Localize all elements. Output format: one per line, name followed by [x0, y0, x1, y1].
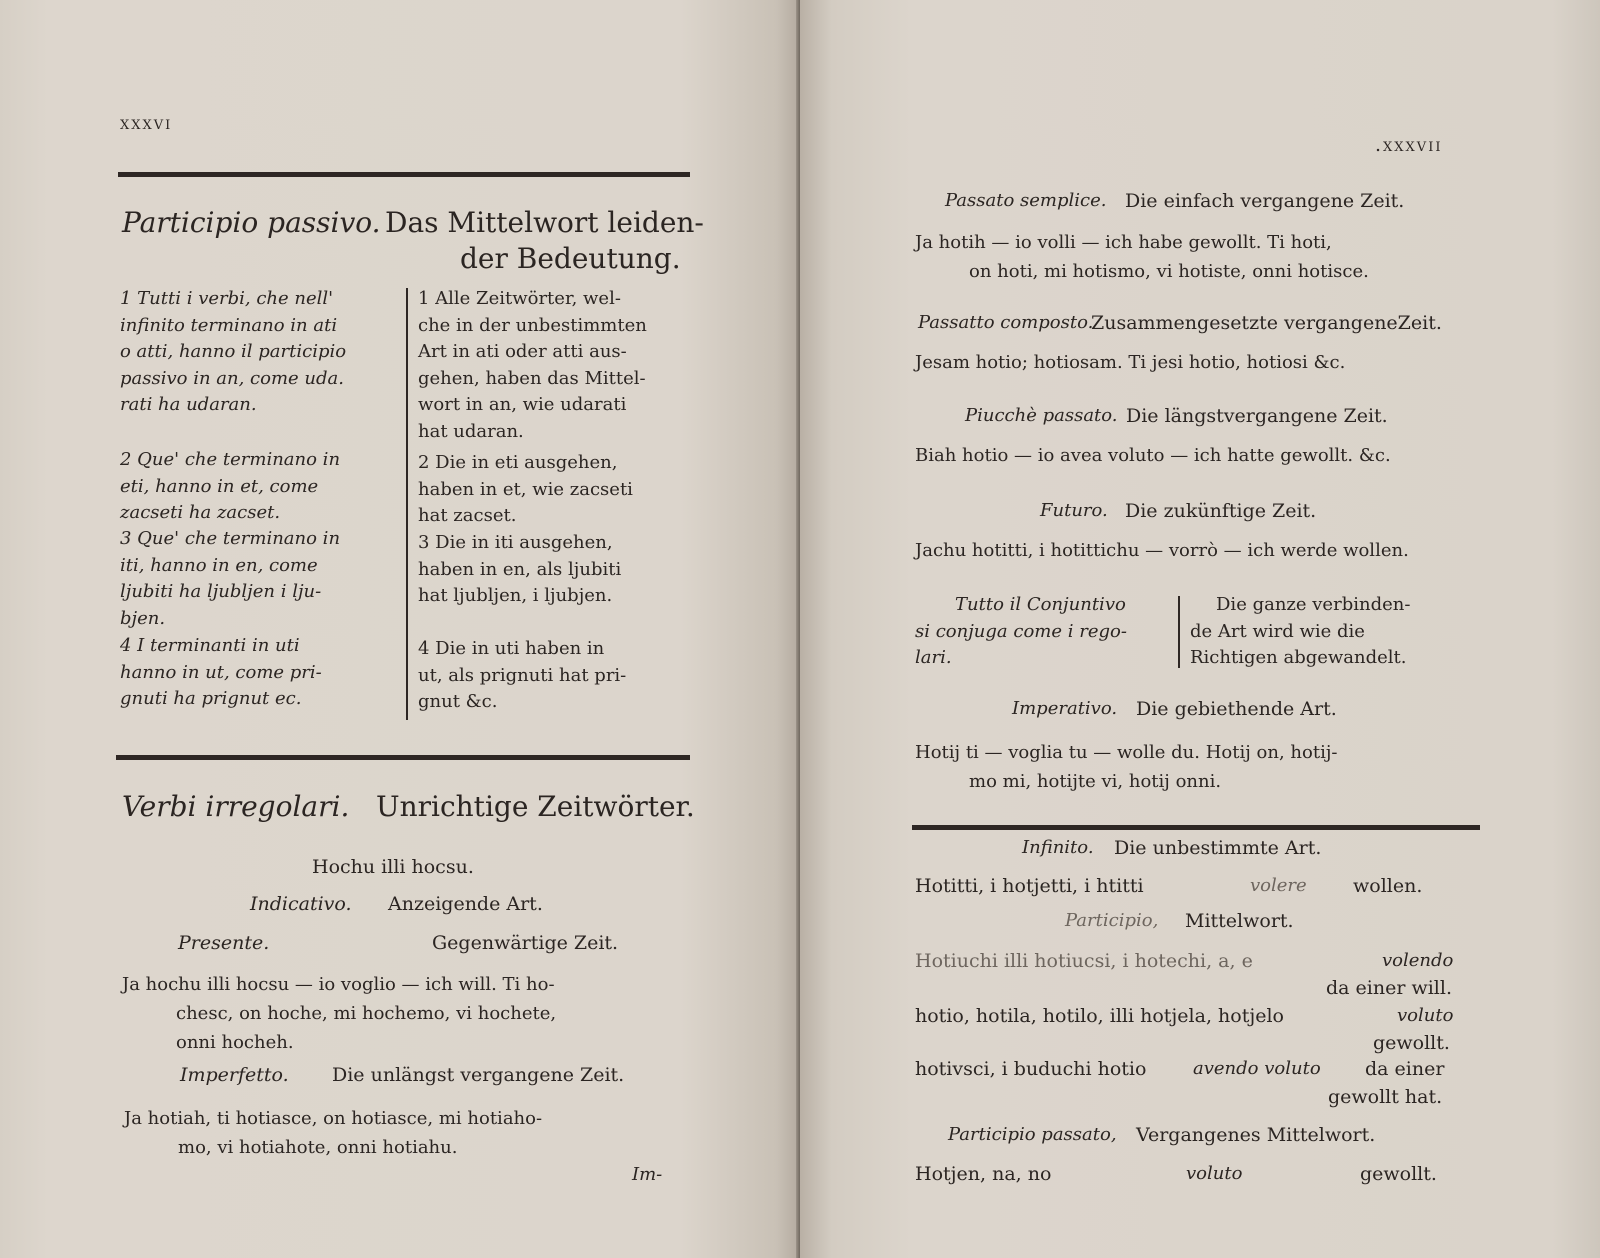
- conjugation-line: on hoti, mi hotismo, vi hotiste, onni hotisce.: [969, 261, 1369, 282]
- indicativo-it: Indicativo.: [250, 893, 352, 915]
- rule-line: hat ljubljen, i ljubjen.: [418, 585, 613, 606]
- imperfetto-it: Imperfetto.: [180, 1064, 289, 1086]
- column-divider-left: [406, 288, 408, 720]
- rule-line: iti, hanno in en, come: [120, 554, 318, 576]
- rule-line: haben in et, wie zacseti: [418, 478, 633, 500]
- presente-conjugation: [122, 970, 697, 1057]
- conjuntivo-line: lari.: [915, 647, 952, 668]
- section-lines: [915, 228, 1475, 286]
- imperativo-it: Imperativo.: [1012, 698, 1118, 719]
- section-it: Futuro.: [1040, 500, 1108, 521]
- rule-line: 2 Que' che terminano in: [120, 449, 341, 470]
- irregular-heading-de: Unrichtige Zeitwörter.: [376, 790, 695, 823]
- section-de: Die zukünftige Zeit.: [1125, 500, 1317, 522]
- rule-line: eti, hanno in et, come: [120, 475, 319, 497]
- rule-line: o atti, hanno il participio: [120, 341, 347, 362]
- participio-gloss: avendo voluto: [1193, 1058, 1321, 1079]
- participio-heading-de-2: der Bedeutung.: [460, 242, 681, 275]
- infinito-de: Die unbestimmte Art.: [1114, 837, 1322, 859]
- indicativo-de: Anzeigende Art.: [388, 893, 543, 915]
- right-page: [800, 0, 1600, 1258]
- rule-line: 1 Tutti i verbi, che nell': [120, 288, 334, 309]
- infinito-de-gloss: wollen.: [1353, 875, 1423, 897]
- section-it: Piucchè passato.: [965, 405, 1118, 426]
- participio-line: hotivsci, i buduchi hotio: [915, 1058, 1147, 1080]
- imperativo-lines: [915, 738, 1475, 796]
- rule-line: 1 Alle Zeitwörter, wel-: [418, 288, 621, 309]
- rule-line: hat udaran.: [418, 420, 524, 442]
- rule-line: rati ha udaran.: [120, 394, 257, 415]
- infinito-it: Infinito.: [1022, 837, 1094, 858]
- rule-line: ljubiti ha ljubljen i lju-: [120, 581, 322, 602]
- participio-passato-de: Vergangenes Mittelwort.: [1136, 1124, 1376, 1146]
- rule-line: passivo in an, come uda.: [120, 367, 344, 389]
- conjugation-line: Ja hotiah, ti hotiasce, on hotiasce, mi hotiaho-: [124, 1108, 543, 1129]
- conjugation-line: Ja hochu illi hocsu — io voglio — ich will. Ti ho-: [122, 974, 555, 995]
- participio-line: hotio, hotila, hotilo, illi hotjela, hotjelo: [915, 1005, 1284, 1027]
- verb-name: Hochu illi hocsu.: [312, 856, 474, 878]
- section-lines: [915, 538, 1475, 565]
- participio-gloss-de: da einer will.: [1326, 977, 1452, 999]
- rule-line: 3 Die in iti ausgehen,: [418, 532, 613, 553]
- section-lines: [915, 443, 1475, 470]
- rule-line: bjen.: [120, 607, 166, 629]
- conjugation-line: Biah hotio — io avea voluto — ich hatte gewollt. &c.: [915, 445, 1391, 466]
- participio-gloss: volendo: [1382, 950, 1454, 971]
- participio-gloss-de: da einer: [1365, 1058, 1445, 1080]
- conjuntivo-line: si conjuga come i rego-: [915, 620, 1127, 642]
- participio-de: Mittelwort.: [1185, 910, 1294, 932]
- passato-forms: Hotjen, na, no: [915, 1163, 1052, 1185]
- conjuntivo-line: Die ganze verbinden-: [1216, 594, 1411, 615]
- participio-line: Hotiuchi illi hotiucsi, i hotechi, a, e: [915, 950, 1253, 972]
- rule-line: gnuti ha prignut ec.: [120, 688, 302, 709]
- rule-line: zacseti ha zacset.: [120, 502, 281, 523]
- participio-gloss-de: gewollt hat.: [1328, 1086, 1443, 1108]
- conjugation-line: mo, vi hotiahote, onni hotiahu.: [178, 1137, 458, 1158]
- rule-line: gnut &c.: [418, 691, 498, 712]
- section-de: Die längstvergangene Zeit.: [1126, 405, 1388, 427]
- rule-line: hanno in ut, come pri-: [120, 661, 322, 683]
- imperfetto-conjugation: [124, 1104, 699, 1162]
- conjugation-line: mo mi, hotijte vi, hotij onni.: [969, 771, 1222, 792]
- conjuntivo-line: Richtigen abgewandelt.: [1190, 647, 1407, 668]
- rule-line: 4 Die in uti haben in: [418, 638, 605, 659]
- conjuntivo-it: [915, 592, 1175, 672]
- conjuntivo-de: [1190, 592, 1475, 672]
- rule-line: ut, als prignuti hat pri-: [418, 664, 627, 686]
- rule-line: 3 Que' che terminano in: [120, 528, 341, 549]
- section-lines: [915, 350, 1475, 377]
- middle-rule-left: [116, 755, 690, 760]
- rule-4-de: [418, 636, 693, 716]
- infinito-it-gloss: volere: [1250, 875, 1307, 896]
- conjugation-line: Ja hotih — io volli — ich habe gewollt. Ti hoti,: [915, 232, 1332, 253]
- rule-line: 4 I terminanti in uti: [120, 635, 300, 656]
- presente-it: Presente.: [178, 932, 270, 954]
- imperfetto-de: Die unlängst vergangene Zeit.: [332, 1064, 625, 1086]
- page-number-right: .xxxvii: [1375, 134, 1443, 156]
- rule-line: che in der unbestimmten: [418, 314, 647, 336]
- top-rule-left: [118, 172, 690, 177]
- rule-right: [912, 825, 1480, 830]
- rule-3-de: [418, 530, 693, 610]
- section-it: Passato semplice.: [945, 190, 1107, 211]
- conjugation-line: chesc, on hoche, mi hochemo, vi hochete,: [176, 1003, 557, 1024]
- irregular-heading-it: Verbi irregolari.: [122, 790, 350, 823]
- rule-line: gehen, haben das Mittel-: [418, 367, 646, 389]
- participio-it: Participio,: [1065, 910, 1159, 931]
- conjugation-line: Hotij ti — voglia tu — wolle du. Hotij on, hotij-: [915, 742, 1338, 763]
- rule-4-it: [120, 633, 395, 713]
- passato-de-gloss: gewollt.: [1360, 1163, 1437, 1185]
- rule-line: Art in ati oder atti aus-: [418, 341, 627, 362]
- rule-1-it: [120, 286, 395, 419]
- rule-line: infinito terminano in ati: [120, 314, 338, 336]
- conjuntivo-line: Tutto il Conjuntivo: [955, 594, 1126, 615]
- participio-gloss-de: gewollt.: [1373, 1032, 1450, 1054]
- conjugation-line: Jesam hotio; hotiosam. Ti jesi hotio, hotiosi &c.: [915, 352, 1346, 373]
- participio-passato-it: Participio passato,: [948, 1124, 1117, 1145]
- rule-3-it: [120, 526, 395, 632]
- rule-line: wort in an, wie udarati: [418, 394, 627, 415]
- section-de: Die einfach vergangene Zeit.: [1125, 190, 1405, 212]
- section-it: Passatto composto.: [918, 312, 1094, 333]
- rule-1-de: [418, 286, 693, 445]
- participio-heading-de-1: Das Mittelwort leiden-: [385, 206, 704, 239]
- passato-it-gloss: voluto: [1186, 1163, 1243, 1184]
- rule-2-de: [418, 450, 693, 530]
- conjuntivo-divider: [1178, 596, 1180, 668]
- presente-de: Gegenwärtige Zeit.: [432, 932, 619, 954]
- page-number-left: xxxvi: [120, 112, 173, 134]
- conjugation-line: onni hocheh.: [176, 1032, 294, 1053]
- conjuntivo-line: de Art wird wie die: [1190, 620, 1365, 642]
- rule-line: 2 Die in eti ausgehen,: [418, 452, 618, 473]
- conjugation-line: Jachu hotitti, i hotittichu — vorrò — ich werde wollen.: [915, 540, 1409, 561]
- participio-heading-it: Participio passivo.: [122, 206, 381, 239]
- participio-gloss: voluto: [1397, 1005, 1454, 1026]
- imperativo-de: Die gebiethende Art.: [1136, 698, 1337, 720]
- rule-line: hat zacset.: [418, 505, 517, 526]
- rule-2-it: [120, 447, 395, 527]
- infinito-forms: Hotitti, i hotjetti, i htitti: [915, 875, 1144, 897]
- rule-line: haben in en, als ljubiti: [418, 558, 622, 580]
- catchword: Im-: [632, 1164, 663, 1185]
- section-de: Zusammengesetzte vergangeneZeit.: [1091, 312, 1442, 334]
